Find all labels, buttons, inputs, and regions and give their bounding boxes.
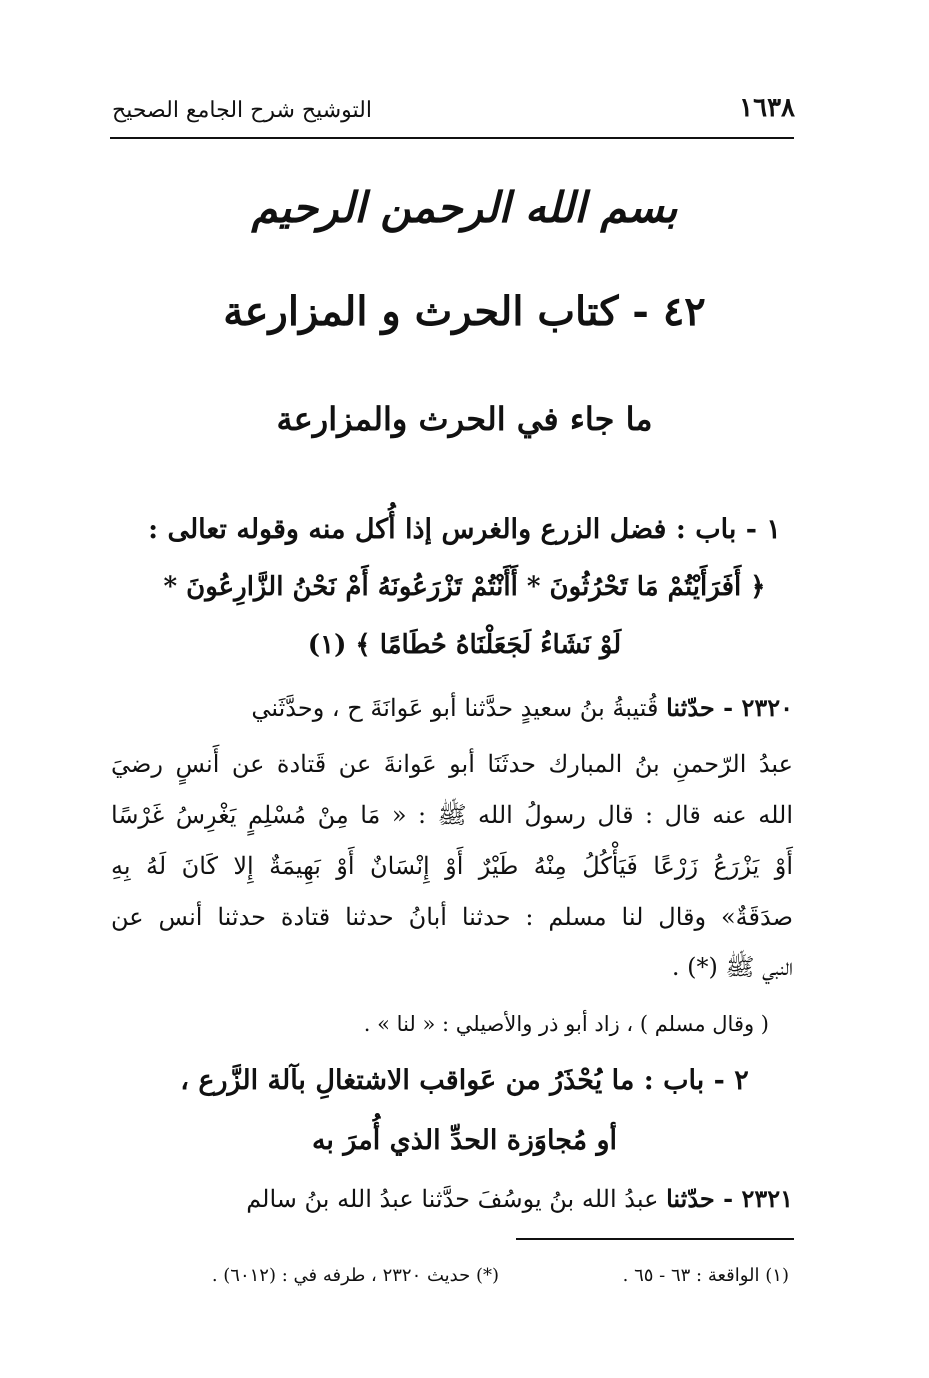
- page-number: ١٦٣٨: [739, 93, 795, 123]
- quran-verse-line-2: لَوْ نَشَاءُ لَجَعَلْنَاهُ حُطَامًا ﴾ (١): [307, 630, 622, 660]
- hadith-2321-line-1-text: عبدُ الله بنُ يوسُفَ حدَّثنا عبدُ الله بنُ سالم: [246, 1185, 659, 1213]
- basmala-calligraphy: بسم الله الرحمن الرحيم: [251, 183, 678, 232]
- hadith-2320-line-2: عبدُ الرّحمنِ بنُ المبارك حدثَنَا أبو عَوانةَ عن قَتادة عن أَنسٍ رضيَ: [111, 750, 793, 778]
- hadith-2320-line-1: [251, 693, 793, 722]
- header-rule: [110, 137, 794, 139]
- bab-2-heading-line-2: أو مُجاوَزة الحدِّ الذي أُمرَ به: [311, 1125, 618, 1156]
- hadith-2320-number: ٢٣٢٠ - حدّثنا: [666, 693, 793, 722]
- hadith-2320-line-6: النبي ﷺ (*) .: [671, 953, 793, 981]
- bab-1-heading: ١ - باب : فضل الزرع والغرس إذا أُكل منه وقوله تعالى :: [148, 514, 781, 545]
- hadith-2321-line-1: [246, 1184, 793, 1213]
- hadith-2321-number: ٢٣٢١ - حدّثنا: [666, 1184, 793, 1213]
- hadith-2320-line-1-text: قُتيبةُ بنُ سعيدٍ حدَّثنا أبو عَوانَةَ ح ، وحدَّثَني: [251, 694, 659, 722]
- hadith-2320-line-5: صدَقَةٌ» وقال لنا مسلم : حدثنا أبانُ حدثنا قتادة حدثنا أنس عن: [111, 903, 793, 931]
- chapter-title: ٤٢ - كتاب الحرث و المزارعة: [223, 288, 706, 335]
- commentary-note: ( وقال مسلم ) ، زاد أبو ذر والأصيلي : « لنا » .: [363, 1012, 769, 1036]
- running-header-title: التوشيح شرح الجامع الصحيح: [112, 98, 372, 123]
- bab-2-heading-line-1: ٢ - باب : ما يُحْذَرُ من عَواقب الاشتغالِ بآلة الزَّرع ،: [180, 1065, 749, 1096]
- hadith-2320-line-3: الله عنه قال : قال رسولُ الله ﷺ : « مَا مِنْ مُسْلِمٍ يَغْرِسُ غَرْسًا: [111, 801, 793, 829]
- section-title: ما جاء في الحرث والمزارعة: [276, 400, 653, 438]
- hadith-2320-line-4: أَوْ يَزْرَعُ زَرْعًا فَيَأْكُلُ مِنْهُ طَيْرٌ أَوْ إِنْسَانٌ أَوْ بَهِيمَةٌ إِلا كَانَ لَهُ بِهِ: [111, 852, 793, 880]
- footnote-star: (*) حديث ٢٣٢٠ ، طرفه في : (٦٠١٢) .: [211, 1265, 499, 1286]
- footnote-1: (١) الواقعة : ٦٣ - ٦٥ .: [622, 1265, 789, 1286]
- footnote-rule: [516, 1238, 794, 1240]
- quran-verse-line-1: ﴿ أَفَرَأَيْتُمْ مَا تَحْرُثُونَ * أَأَنْتُمْ تَزْرَعُونَهُ أَمْ نَحْنُ الزَّارِعُونَ *: [163, 572, 766, 602]
